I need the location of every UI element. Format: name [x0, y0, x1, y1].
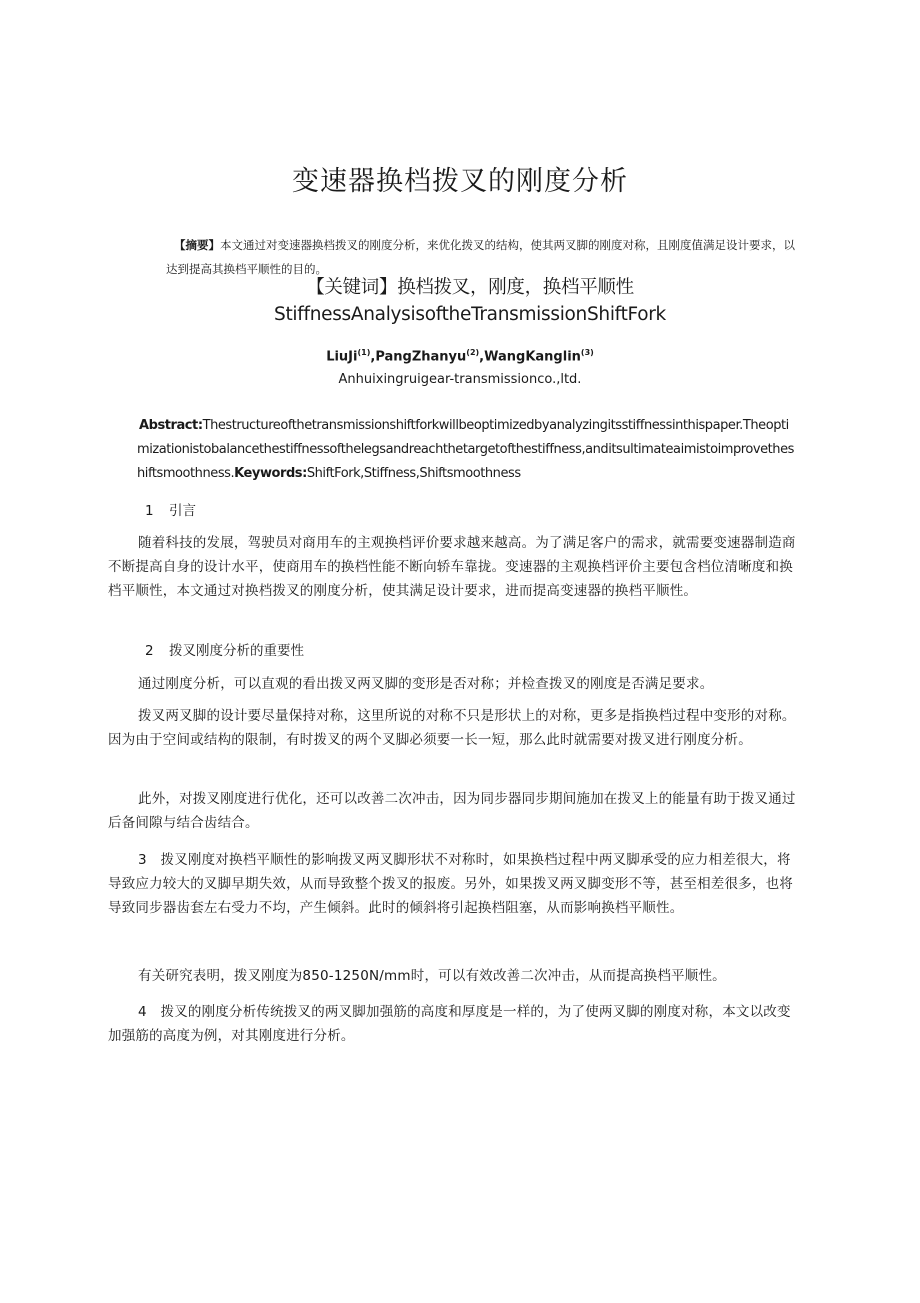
paragraph-6: 有关研究表明，拨叉刚度为850-1250N/mm时，可以有效改善二次冲击，从而提高换档平顺性。 — [138, 968, 726, 984]
author-3: WangKanglin — [484, 349, 581, 365]
author-separator: , — [370, 349, 376, 365]
author-separator: , — [479, 349, 485, 365]
author-2-affil: (2) — [466, 348, 480, 357]
author-list — [0, 343, 920, 367]
author-1-affil: (1) — [357, 348, 371, 357]
paper-title: 变速器换档拨叉的刚度分析 — [292, 166, 628, 197]
keywords-cn: 【关键词】换档拨叉，刚度，换档平顺性StiffnessAnalysisoftheTransmissionShiftFork — [274, 277, 666, 325]
paragraph-7: 4 拨叉的刚度分析传统拨叉的两叉脚加强筋的高度和厚度是一样的，为了使两叉脚的刚度对称，本文以改变加强筋的高度为例，对其刚度进行分析。 — [108, 1004, 791, 1044]
keywords-en-text: ShiftFork,Stiffness,Shiftsmoothness — [306, 466, 521, 481]
abstract-en — [137, 414, 797, 486]
abstract-cn-label: 【摘要】 — [174, 238, 220, 252]
abstract-en-label: Abstract: — [139, 418, 203, 433]
author-2: PangZhanyu — [375, 349, 467, 365]
paragraph-2: 通过刚度分析，可以直观的看出拨叉两叉脚的变形是否对称；并检查拨叉的刚度是否满足要求。 — [138, 676, 714, 692]
author-1: LiuJi — [326, 349, 358, 365]
section-heading-1 — [145, 499, 196, 523]
affiliation: Anhuixingruigear-transmissionco.,ltd. — [338, 372, 582, 387]
section-title: 引言 — [169, 503, 196, 519]
abstract-en-text: Thestructureofthetransmissionshiftforkwillbeoptimizedbyanalyzingitsstiffnessinthispaper.Theoptimizationistobalancethestiffnessofthelegsandreachthetargetofthestiffness,anditsultimateaimistoimprovetheshiftsmoothness. — [137, 418, 794, 481]
paragraph-3: 拨叉两叉脚的设计要尽量保持对称，这里所说的对称不只是形状上的对称，更多是指换档过程中变形的对称。因为由于空间或结构的限制，有时拨叉的两个叉脚必须要一长一短，那么此时就需要对拨叉进行刚度分析。 — [108, 708, 796, 748]
section-title: 拨叉刚度分析的重要性 — [169, 643, 304, 659]
keywords-en-label: Keywords: — [234, 466, 307, 481]
paragraph-5: 3 拨叉刚度对换档平顺性的影响拨叉两叉脚形状不对称时，如果换档过程中两叉脚承受的应力相差很大，将导致应力较大的叉脚早期失效，从而导致整个拨叉的报废。另外，如果拨叉两叉脚变形不等，甚至相差很多，也将导致同步器齿套左右受力不均，产生倾斜。此时的倾斜将引起换档阻塞，从而影响换档平顺性。 — [108, 852, 793, 916]
paragraph-1: 随着科技的发展，驾驶员对商用车的主观换档评价要求越来越高。为了满足客户的需求，就需要变速器制造商不断提高自身的设计水平，使商用车的换档性能不断向轿车靠拢。变速器的主观换档评价主要包含档位清晰度和换档平顺性，本文通过对换档拨叉的刚度分析，使其满足设计要求，进而提高变速器的换档平顺性。 — [108, 535, 796, 599]
abstract-cn-text: 本文通过对变速器换档拨叉的刚度分析，来优化拨叉的结构，使其两叉脚的刚度对称，且刚度值满足设计要求，以达到提高其换档平顺性的目的。 — [166, 238, 795, 276]
section-heading-2 — [145, 639, 304, 663]
section-number: 1 — [145, 503, 154, 519]
paragraph-4: 此外，对拨叉刚度进行优化，还可以改善二次冲击，因为同步器同步期间施加在拨叉上的能量有助于拨叉通过后备间隙与结合齿结合。 — [108, 791, 796, 831]
section-number: 2 — [145, 643, 154, 659]
author-3-affil: (3) — [580, 348, 594, 357]
